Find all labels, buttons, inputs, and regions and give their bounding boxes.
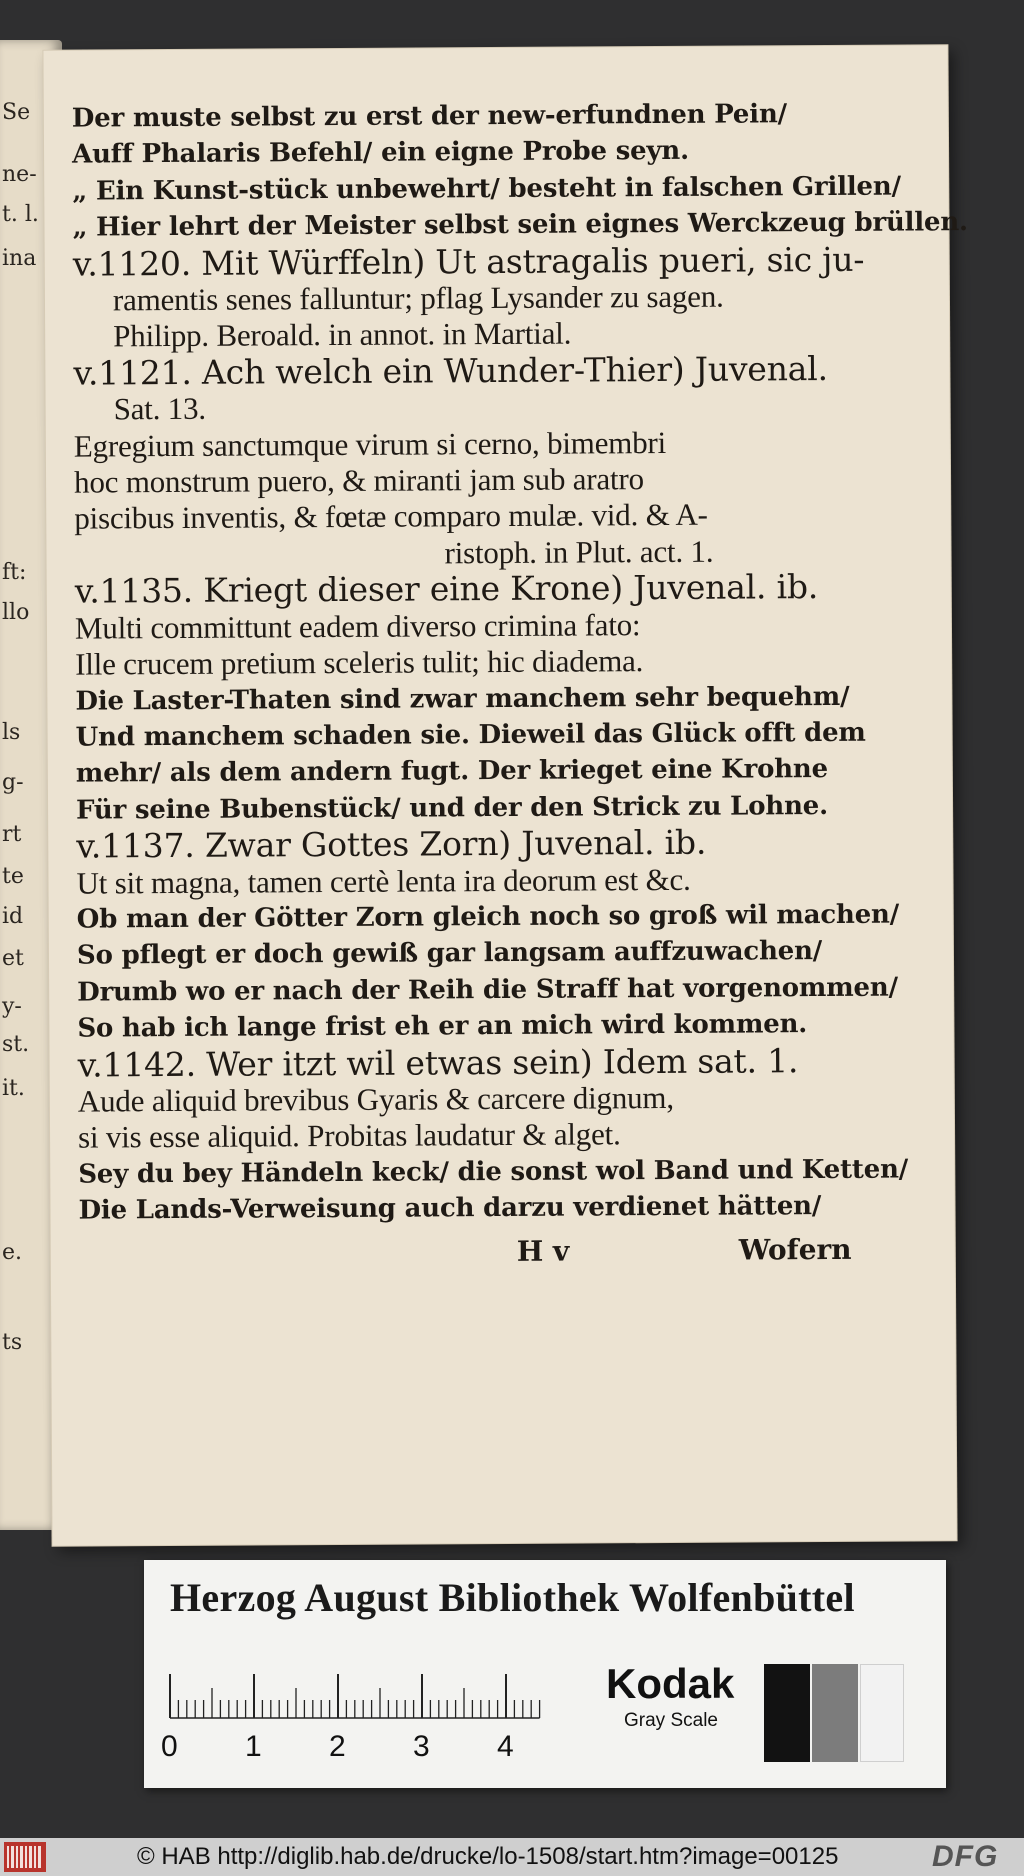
source-url[interactable]: © HAB http://diglib.hab.de/drucke/lo-1508/start.htm?image=00125: [137, 1843, 839, 1870]
page-text: [71, 95, 968, 1281]
text-line: hoc monstrum puero, & miranti jam sub aratro: [73, 461, 644, 500]
book-page: [43, 45, 968, 1545]
prev-page-fragment: id: [2, 904, 24, 929]
text-line: Die Laster-Thaten sind zwar manchem sehr bequehm/: [75, 681, 850, 717]
prev-page-fragment: it.: [2, 1076, 25, 1101]
signature-mark: H v: [516, 1234, 570, 1268]
text-line: Ob man der Götter Zorn gleich noch so groß wil machen/: [76, 899, 900, 935]
text-line: Für seine Bubenstück/ und der den Strick zu Lohne.: [75, 790, 829, 826]
text-line: Drumb wo er nach der Reih die Straff hat vorgenommen/: [77, 972, 898, 1008]
prev-page-fragment: Se: [2, 100, 31, 125]
ruler-number: 0: [161, 1730, 178, 1763]
footer-bar: [0, 1838, 1024, 1876]
text-line: piscibus inventis, & fœtæ comparo mulæ. vid. & A-: [74, 497, 708, 537]
text-line: ristoph. in Plut. act. 1.: [444, 533, 714, 571]
text-line: mehr/ als dem andern fugt. Der krieget eine Krohne: [75, 754, 829, 789]
text-line: Und manchem schaden sie. Dieweil das Glück offt dem: [75, 717, 866, 753]
hab-logo-icon: [4, 1842, 46, 1872]
ruler-number: 2: [329, 1730, 346, 1763]
ruler-number: 1: [245, 1730, 262, 1763]
prev-page-fragment: t. l.: [2, 202, 39, 227]
text-line: Sey du bey Händeln keck/ die sonst wol Band und Ketten/: [78, 1154, 909, 1190]
text-line: So pflegt er doch gewiß gar langsam auffzuwachen/: [76, 936, 823, 971]
text-line: Ut sit magna, tamen certè lenta ira deorum est &c.: [76, 861, 691, 901]
text-line: Aude aliquid brevibus Gyaris & carcere dignum,: [77, 1079, 674, 1119]
prev-page-fragment: llo: [2, 600, 30, 625]
calibration-card: [144, 1560, 946, 1788]
prev-page-fragment: ts: [2, 1330, 23, 1355]
text-line: Der muste selbst zu erst der new-erfundnen Pein/: [71, 99, 787, 134]
text-line: So hab ich lange frist eh er an mich wird kommen.: [77, 1009, 808, 1044]
text-line: v.1137. Zwar Gottes Zorn) Juvenal. ib.: [76, 822, 707, 866]
prev-page-fragment: e.: [2, 1240, 23, 1265]
gray-patch: [860, 1664, 904, 1762]
text-line: Ille crucem pretium sceleris tulit; hic diadema.: [75, 643, 644, 682]
text-line: „ Ein Kunst-stück unbewehrt/ besteht in falschen Grillen/: [72, 171, 901, 207]
prev-page-fragment: ls: [2, 720, 21, 745]
text-line: ramentis senes falluntur; pflag Lysander zu sagen.: [112, 278, 724, 318]
ruler-number: 3: [413, 1730, 430, 1763]
library-name: Herzog August Bibliothek Wolfenbüttel: [170, 1575, 855, 1620]
text-line: Die Lands-Verweisung auch darzu verdienet hätten/: [78, 1191, 822, 1226]
prev-page-fragment: te: [2, 864, 24, 889]
kodak-logo: Kodak: [606, 1660, 735, 1707]
text-line: v.1135. Kriegt dieser eine Krone) Juvenal. ib.: [74, 567, 819, 611]
text-line: v.1142. Wer itzt wil etwas sein) Idem sat. 1.: [77, 1040, 799, 1085]
prev-page-fragment: g-: [2, 770, 24, 795]
prev-page-fragment: st.: [2, 1032, 30, 1057]
text-line: Egregium sanctumque virum si cerno, bimembri: [73, 424, 667, 464]
text-line: v.1121. Ach welch ein Wunder-Thier) Juvenal.: [73, 348, 828, 393]
text-line: v.1120. Mit Würffeln) Ut astragalis pueri, sic ju-: [72, 239, 865, 284]
prev-page-fragment: ne-: [2, 162, 37, 187]
page-footer: [79, 1232, 919, 1281]
prev-page-fragment: rt: [2, 822, 22, 847]
text-line: Multi committunt eadem diverso crimina fato:: [74, 606, 641, 646]
text-line: Sat. 13.: [113, 391, 207, 427]
text-line: si vis esse aliquid. Probitas laudatur & alget.: [77, 1116, 621, 1155]
prev-page-fragment: y-: [2, 994, 22, 1019]
text-line: Auff Phalaris Befehl/ ein eigne Probe seyn.: [71, 136, 690, 171]
text-line: Philipp. Beroald. in annot. in Martial.: [113, 315, 572, 354]
catchword: Wofern: [738, 1232, 852, 1267]
text-line: „ Hier lehrt der Meister selbst sein eignes Werckzeug brüllen.: [72, 207, 968, 243]
gray-patch: [812, 1664, 858, 1762]
gray-scale-label: Gray Scale: [624, 1710, 718, 1731]
ruler-number: 4: [497, 1730, 514, 1763]
prev-page-fragment: et: [2, 946, 24, 971]
gray-patch: [764, 1664, 810, 1762]
dfg-logo: DFG: [932, 1840, 999, 1873]
prev-page-fragment: ft:: [2, 560, 27, 585]
prev-page-fragment: ina: [2, 246, 37, 271]
